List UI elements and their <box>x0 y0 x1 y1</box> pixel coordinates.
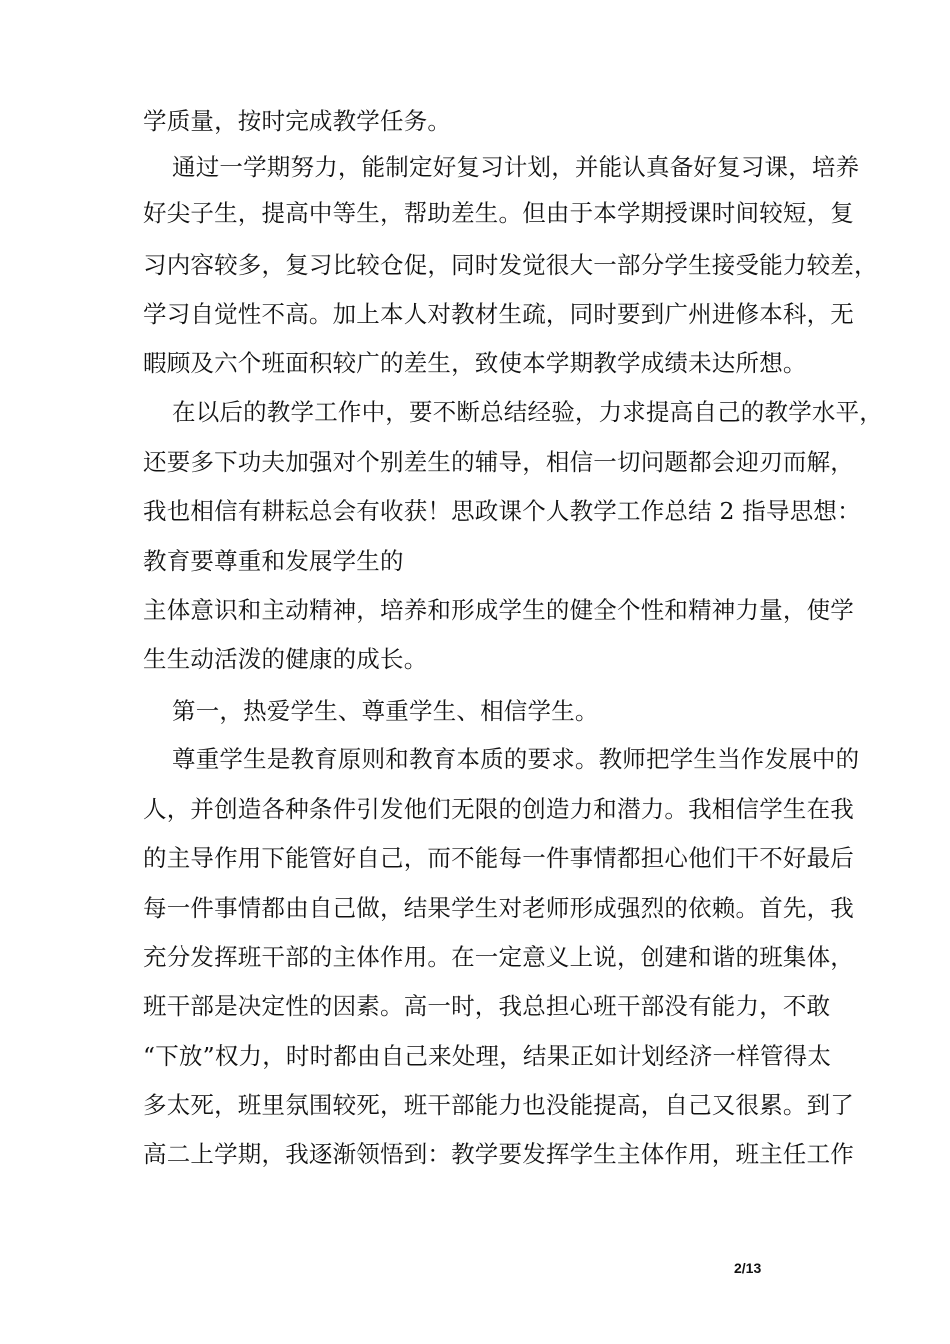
paragraph-start: 第一，热爱学生、尊重学生、相信学生。 <box>172 697 599 725</box>
text-line: 班干部是决定性的因素。高一时，我总担心班干部没有能力，不敢 <box>143 992 831 1020</box>
text-line: 高二上学期，我逐渐领悟到：教学要发挥学生主体作用，班主任工作 <box>143 1140 854 1168</box>
paragraph-start: 尊重学生是教育原则和教育本质的要求。教师把学生当作发展中的 <box>172 745 860 773</box>
text-line: 人，并创造各种条件引发他们无限的创造力和潜力。我相信学生在我 <box>143 795 854 823</box>
text-line: 我也相信有耕耘总会有收获！思政课个人教学工作总结 2 指导思想： <box>143 497 861 525</box>
text-line: 主体意识和主动精神，培养和形成学生的健全个性和精神力量，使学 <box>143 596 854 624</box>
page-number: 2/13 <box>734 1260 762 1276</box>
text-line: 学习自觉性不高。加上本人对教材生疏，同时要到广州进修本科，无 <box>143 300 854 328</box>
text-line: “下放”权力，时时都由自己来处理，结果正如计划经济一样管得太 <box>143 1042 832 1070</box>
text-line: 学质量，按时完成教学任务。 <box>143 107 452 135</box>
text-line: 生生动活泼的健康的成长。 <box>143 645 428 673</box>
text-line: 好尖子生，提高中等生，帮助差生。但由于本学期授课时间较短，复 <box>143 199 854 227</box>
text-line: 的主导作用下能管好自己，而不能每一件事情都担心他们干不好最后 <box>143 844 854 872</box>
text-line: 还要多下功夫加强对个别差生的辅导，相信一切问题都会迎刃而解， <box>143 448 854 476</box>
paragraph-start: 通过一学期努力，能制定好复习计划，并能认真备好复习课，培养 <box>172 153 860 181</box>
text-line: 暇顾及六个班面积较广的差生，致使本学期教学成绩未达所想。 <box>143 349 807 377</box>
text-line: 教育要尊重和发展学生的 <box>143 547 404 575</box>
text-line: 多太死，班里氛围较死，班干部能力也没能提高，自己又很累。到了 <box>143 1091 854 1119</box>
text-line: 充分发挥班干部的主体作用。在一定意义上说，创建和谐的班集体， <box>143 943 854 971</box>
paragraph-start: 在以后的教学工作中，要不断总结经验，力求提高自己的教学水平， <box>172 398 883 426</box>
text-line: 每一件事情都由自己做，结果学生对老师形成强烈的依赖。首先，我 <box>143 894 854 922</box>
text-line: 习内容较多，复习比较仓促，同时发觉很大一部分学生接受能力较差， <box>143 251 878 279</box>
